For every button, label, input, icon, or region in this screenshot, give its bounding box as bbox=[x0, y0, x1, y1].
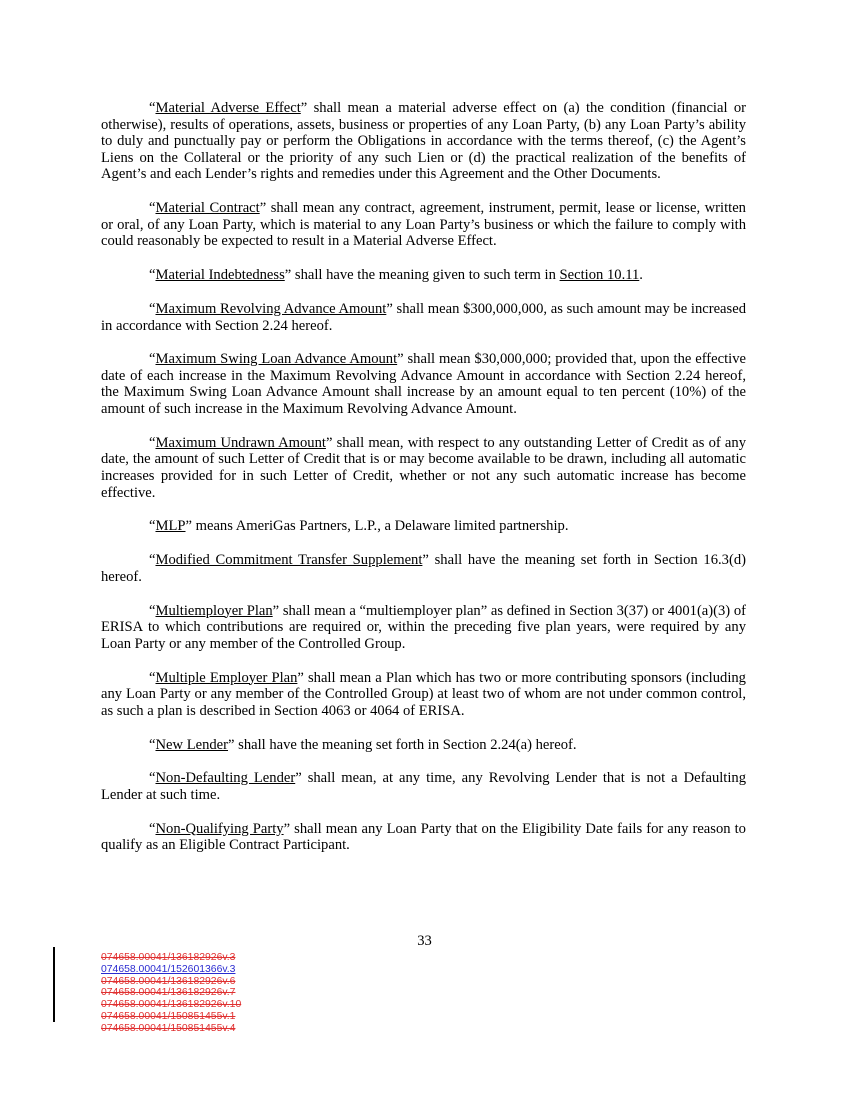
document-id: 074658.00041/136182926v.10 bbox=[101, 999, 242, 1011]
defined-term: Material Contract bbox=[155, 200, 260, 217]
document-id: 074658.00041/136182926v.6 bbox=[101, 975, 236, 987]
definition-new-lender bbox=[101, 737, 746, 754]
definition-text: ” shall have the meaning set forth in Section 2.24(a) hereof. bbox=[228, 736, 577, 753]
open-quote: “ bbox=[149, 100, 156, 116]
definition-multiple-employer-plan bbox=[101, 670, 746, 720]
open-quote: “ bbox=[149, 736, 156, 753]
section-cross-reference: Section 10.11 bbox=[559, 267, 640, 284]
definition-material-adverse-effect bbox=[101, 100, 746, 183]
definition-maximum-revolving-advance-amount bbox=[101, 301, 746, 334]
definition-text-tail: . bbox=[639, 267, 643, 284]
definition-modified-commitment-transfer-supplement bbox=[101, 552, 746, 585]
definition-text: ” shall mean a “multiemployer plan” as defined in Section 3(37) or 4001(a)(3) of ERISA to which contributions are required or, within the preceding five plan years, were required by any Loan Party or any member of the Controlled Group. bbox=[101, 602, 746, 652]
defined-term: Material Adverse Effect bbox=[155, 100, 301, 116]
document-id: 074658.00041/152601366v.3 bbox=[101, 963, 236, 975]
defined-term: Maximum Revolving Advance Amount bbox=[155, 300, 387, 317]
document-id: 074658.00041/136182926v.7 bbox=[101, 987, 236, 999]
page-number: 33 bbox=[417, 933, 432, 949]
document-id: 074658.00041/150851455v.4 bbox=[101, 1022, 236, 1034]
definition-text: ” shall mean a material adverse effect on (a) the condition (financial or otherwise), results of operations, assets, business or properties of any Loan Party, (b) any Loan Party’s ability to duly and punctually pay or perform the Obligations in accordance with the terms thereof, (c) the Agent’s Liens on the Collateral or the priority of any such Lien or (d) the practical realization of the benefits of Agent’s and each Lender’s rights and remedies under this Agreement and the Other Documents. bbox=[101, 100, 746, 183]
definition-maximum-undrawn-amount bbox=[101, 435, 746, 501]
open-quote: “ bbox=[149, 300, 156, 317]
open-quote: “ bbox=[149, 200, 156, 217]
open-quote: “ bbox=[149, 518, 156, 535]
open-quote: “ bbox=[149, 351, 156, 368]
definition-text: ” shall have the meaning set forth in Section 16.3(d) hereof. bbox=[101, 552, 746, 585]
defined-term: Maximum Swing Loan Advance Amount bbox=[155, 351, 398, 368]
defined-term: Multiemployer Plan bbox=[155, 602, 273, 619]
definition-text: ” shall mean, with respect to any outstanding Letter of Credit as of any date, the amount of such Letter of Credit that is or may become available to be drawn, including all automatic increases provided for in such Letter of Credit, whether or not any such automatic increase has become effective. bbox=[101, 434, 746, 501]
definition-material-contract bbox=[101, 200, 746, 250]
document-id-stack bbox=[101, 952, 241, 1035]
definition-text: ” means AmeriGas Partners, L.P., a Delaware limited partnership. bbox=[185, 518, 569, 535]
definition-text: ” shall mean, at any time, any Revolving Lender that is not a Defaulting Lender at such time. bbox=[101, 770, 747, 803]
definition-multiemployer-plan bbox=[101, 603, 746, 653]
definition-material-indebtedness bbox=[101, 267, 746, 284]
defined-term: MLP bbox=[155, 518, 186, 535]
definition-text: ” shall mean $30,000,000; provided that, upon the effective date of each increase in the Maximum Revolving Advance Amount in accordance with Section 2.24 hereof, the Maximum Swing Loan Advance Amount shall increase by an amount equal to ten percent (10%) of the amount of such increase in the Maximum Revolving Advance Amount. bbox=[101, 351, 746, 418]
definition-mlp bbox=[101, 518, 746, 535]
definitions-section bbox=[101, 100, 746, 871]
revision-change-bar bbox=[53, 947, 55, 1022]
defined-term: Multiple Employer Plan bbox=[155, 669, 298, 686]
open-quote: “ bbox=[149, 552, 156, 569]
definition-text: ” shall mean any Loan Party that on the Eligibility Date fails for any reason to qualify as an Eligible Contract Participant. bbox=[101, 820, 746, 854]
defined-term: Non-Defaulting Lender bbox=[155, 770, 296, 787]
open-quote: “ bbox=[149, 669, 156, 686]
defined-term: Non-Qualifying Party bbox=[155, 820, 284, 837]
defined-term: Modified Commitment Transfer Supplement bbox=[155, 552, 423, 569]
defined-term: Maximum Undrawn Amount bbox=[155, 434, 326, 451]
open-quote: “ bbox=[149, 434, 156, 451]
open-quote: “ bbox=[149, 820, 156, 837]
defined-term: New Lender bbox=[155, 736, 229, 753]
definition-non-defaulting-lender bbox=[101, 770, 746, 803]
definition-maximum-swing-loan-advance-amount bbox=[101, 351, 746, 417]
open-quote: “ bbox=[149, 267, 156, 284]
definition-text: ” shall mean a Plan which has two or more contributing sponsors (including any Loan Party or any member of the Controlled Group) at least two of whom are not under common control, as such a plan is described in Section 4063 or 4064 of ERISA. bbox=[101, 669, 746, 719]
open-quote: “ bbox=[149, 602, 156, 619]
definition-text: ” shall mean $300,000,000, as such amount may be increased in accordance with Section 2.24 hereof. bbox=[101, 300, 746, 334]
document-id: 074658.00041/150851455v.1 bbox=[101, 1010, 236, 1022]
defined-term: Material Indebtedness bbox=[155, 267, 285, 284]
open-quote: “ bbox=[149, 770, 156, 787]
document-id: 074658.00041/136182926v.3 bbox=[101, 952, 236, 963]
definition-text: ” shall mean any contract, agreement, instrument, permit, lease or license, written or oral, of any Loan Party, which is material to any Loan Party’s business or which the failure to comply with could reasonably be expected to result in a Material Adverse Effect. bbox=[101, 200, 746, 250]
definition-text: ” shall have the meaning given to such term in bbox=[284, 267, 560, 284]
definition-non-qualifying-party bbox=[101, 821, 746, 854]
